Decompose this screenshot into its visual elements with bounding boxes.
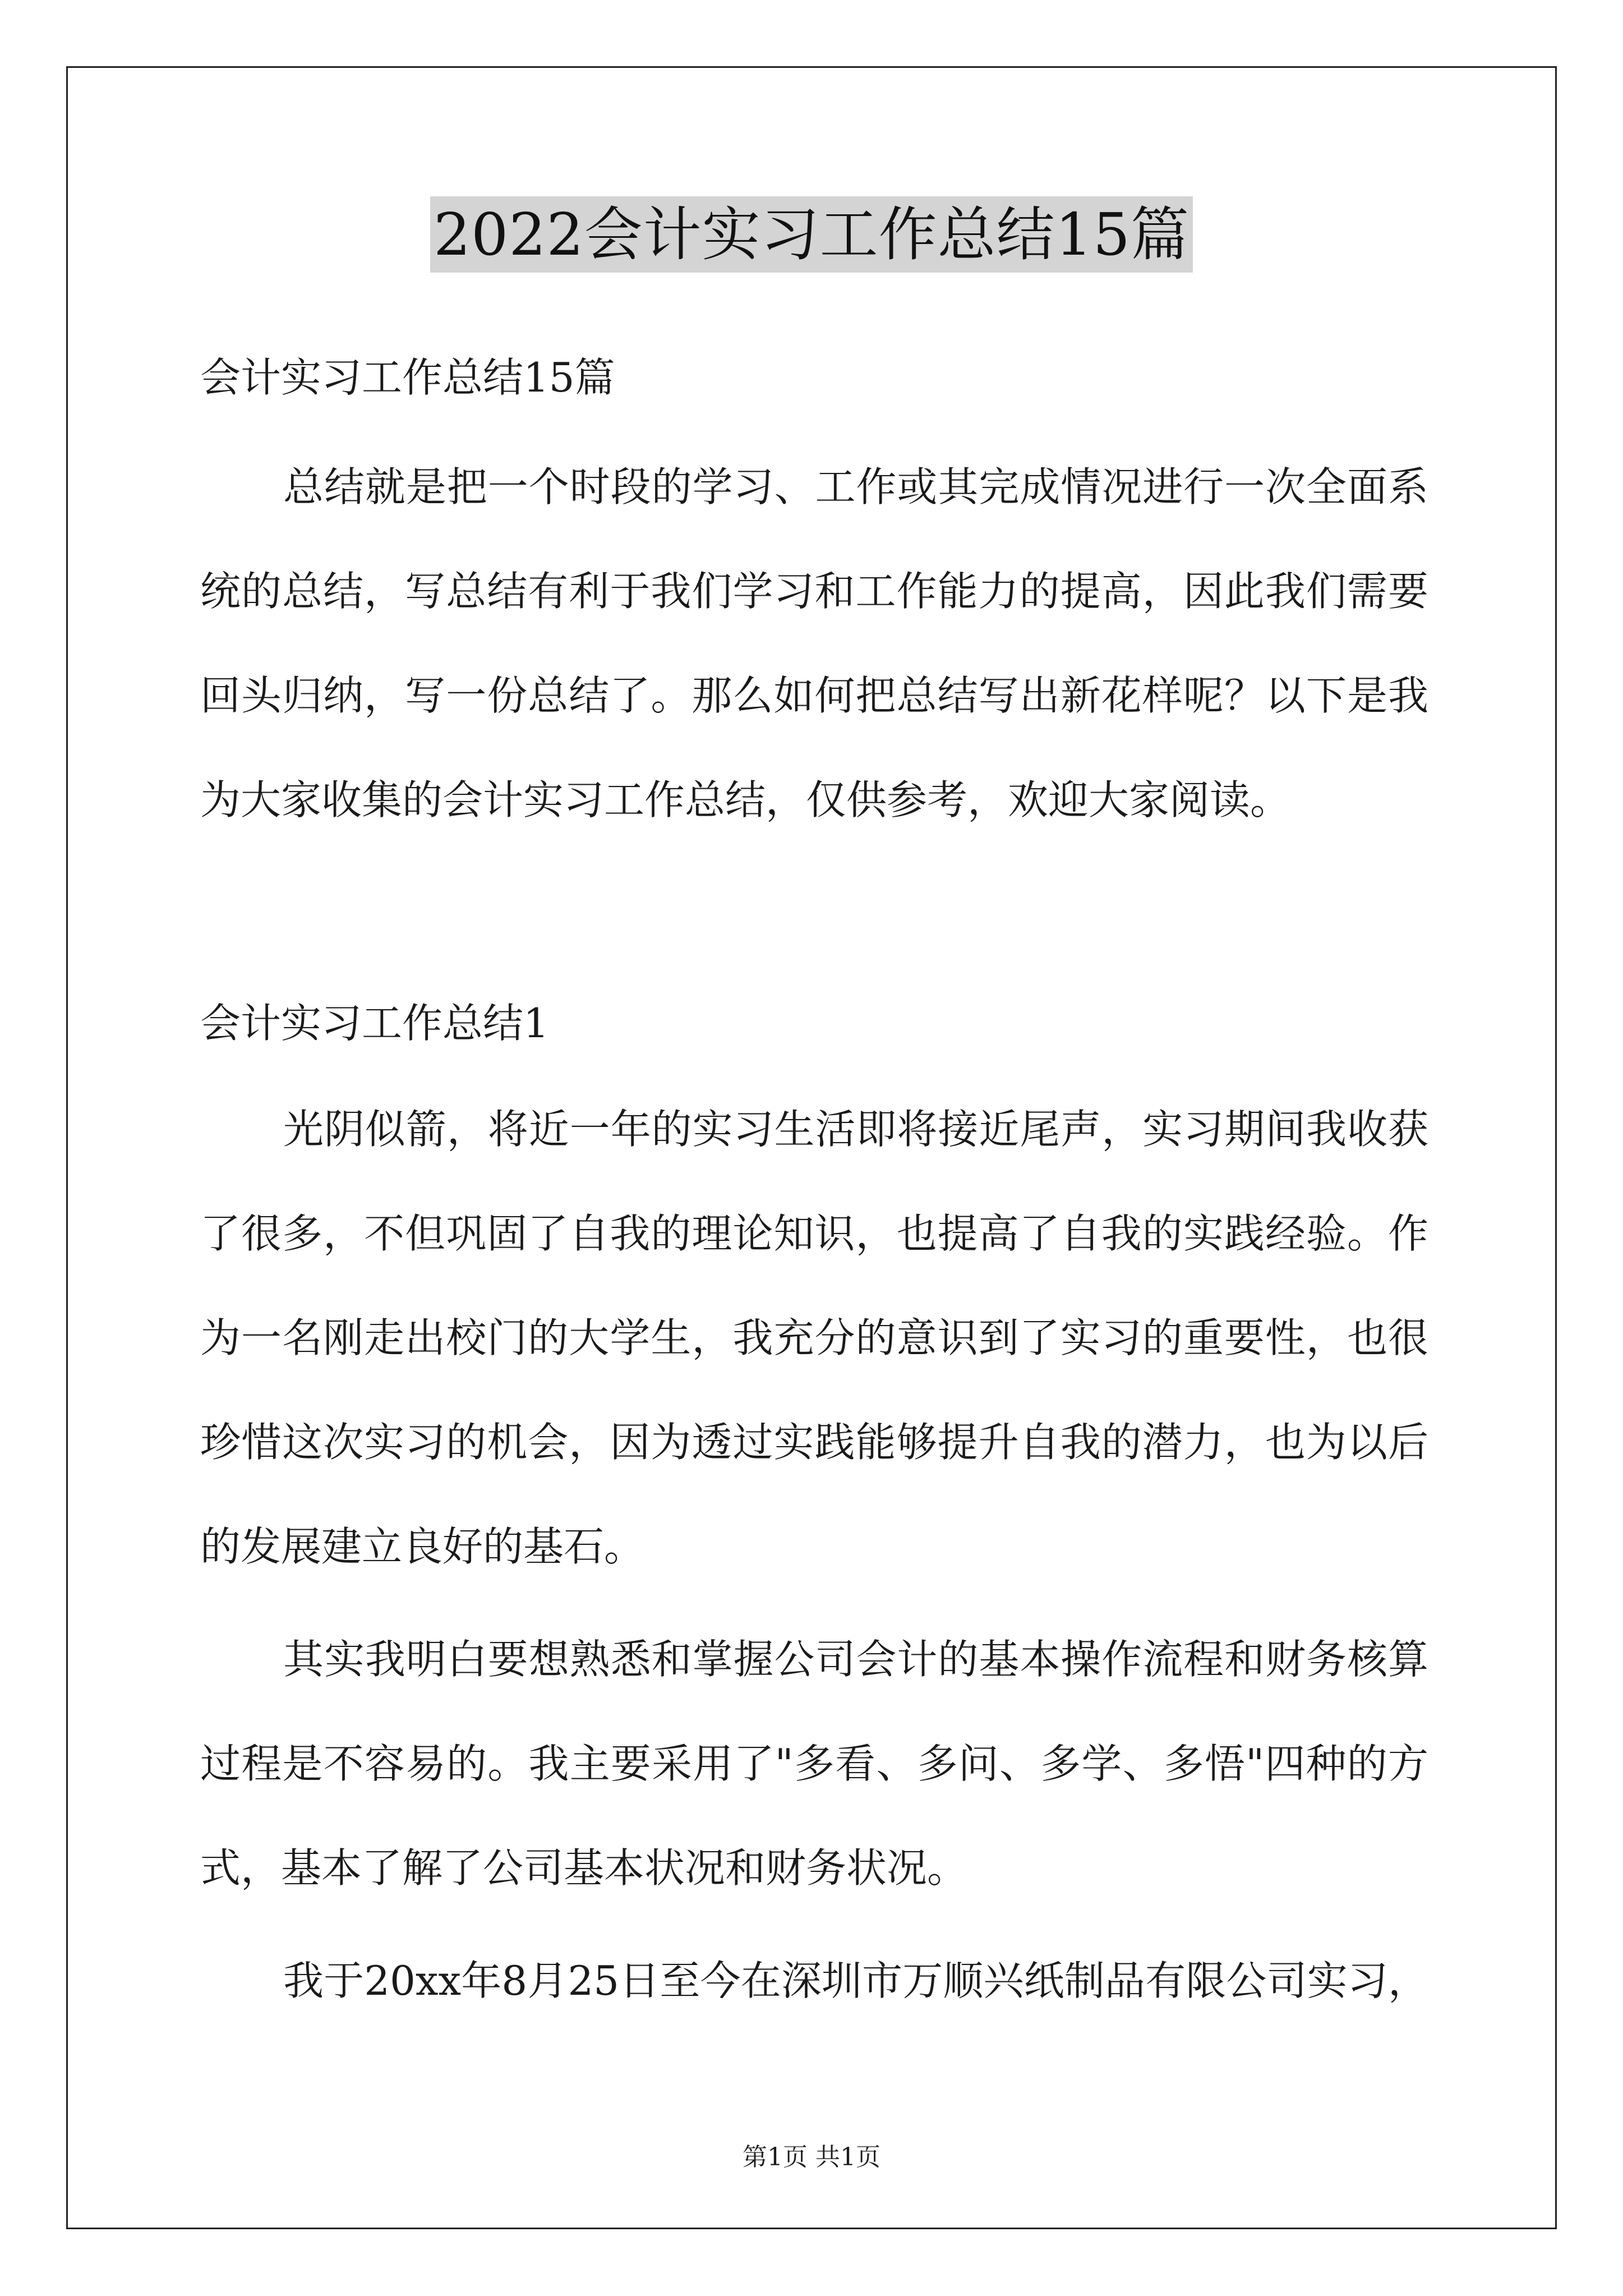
paragraph-line: 式，基本了解了公司基本状况和财务状况。	[200, 1844, 968, 1892]
document-subtitle: 会计实习工作总结15篇	[200, 354, 615, 401]
page-footer: 第1页 共1页	[743, 2143, 880, 2171]
section-heading: 会计实习工作总结1	[200, 1000, 549, 1047]
paragraph-line: 为一名刚走出校门的大学生，我充分的意识到了实习的重要性，也很	[200, 1314, 1428, 1361]
paragraph-line: 过程是不容易的。我主要采用了"多看、多问、多学、多悟"四种的方	[200, 1740, 1428, 1787]
paragraph-line: 我于20xx年8月25日至今在深圳市万顺兴纸制品有限公司实习，	[283, 1957, 1428, 2004]
paragraph-line: 的发展建立良好的基石。	[200, 1523, 645, 1570]
intro-line: 统的总结，写总结有利于我们学习和工作能力的提高，因此我们需要	[200, 568, 1428, 615]
paragraph-line: 了很多，不但巩固了自我的理论知识，也提高了自我的实践经验。作	[200, 1210, 1428, 1257]
title-container	[0, 196, 1623, 273]
paragraph-line: 光阴似箭，将近一年的实习生活即将接近尾声，实习期间我收获	[283, 1106, 1428, 1153]
intro-line: 回头归纳，写一份总结了。那么如何把总结写出新花样呢？以下是我	[200, 672, 1428, 719]
paragraph-line: 其实我明白要想熟悉和掌握公司会计的基本操作流程和财务核算	[283, 1636, 1428, 1683]
intro-line: 为大家收集的会计实习工作总结，仅供参考，欢迎大家阅读。	[200, 776, 1291, 823]
paragraph-line: 珍惜这次实习的机会，因为透过实践能够提升自我的潜力，也为以后	[200, 1419, 1428, 1466]
intro-line: 总结就是把一个时段的学习、工作或其完成情况进行一次全面系	[283, 463, 1428, 510]
document-title: 2022会计实习工作总结15篇	[430, 196, 1193, 273]
